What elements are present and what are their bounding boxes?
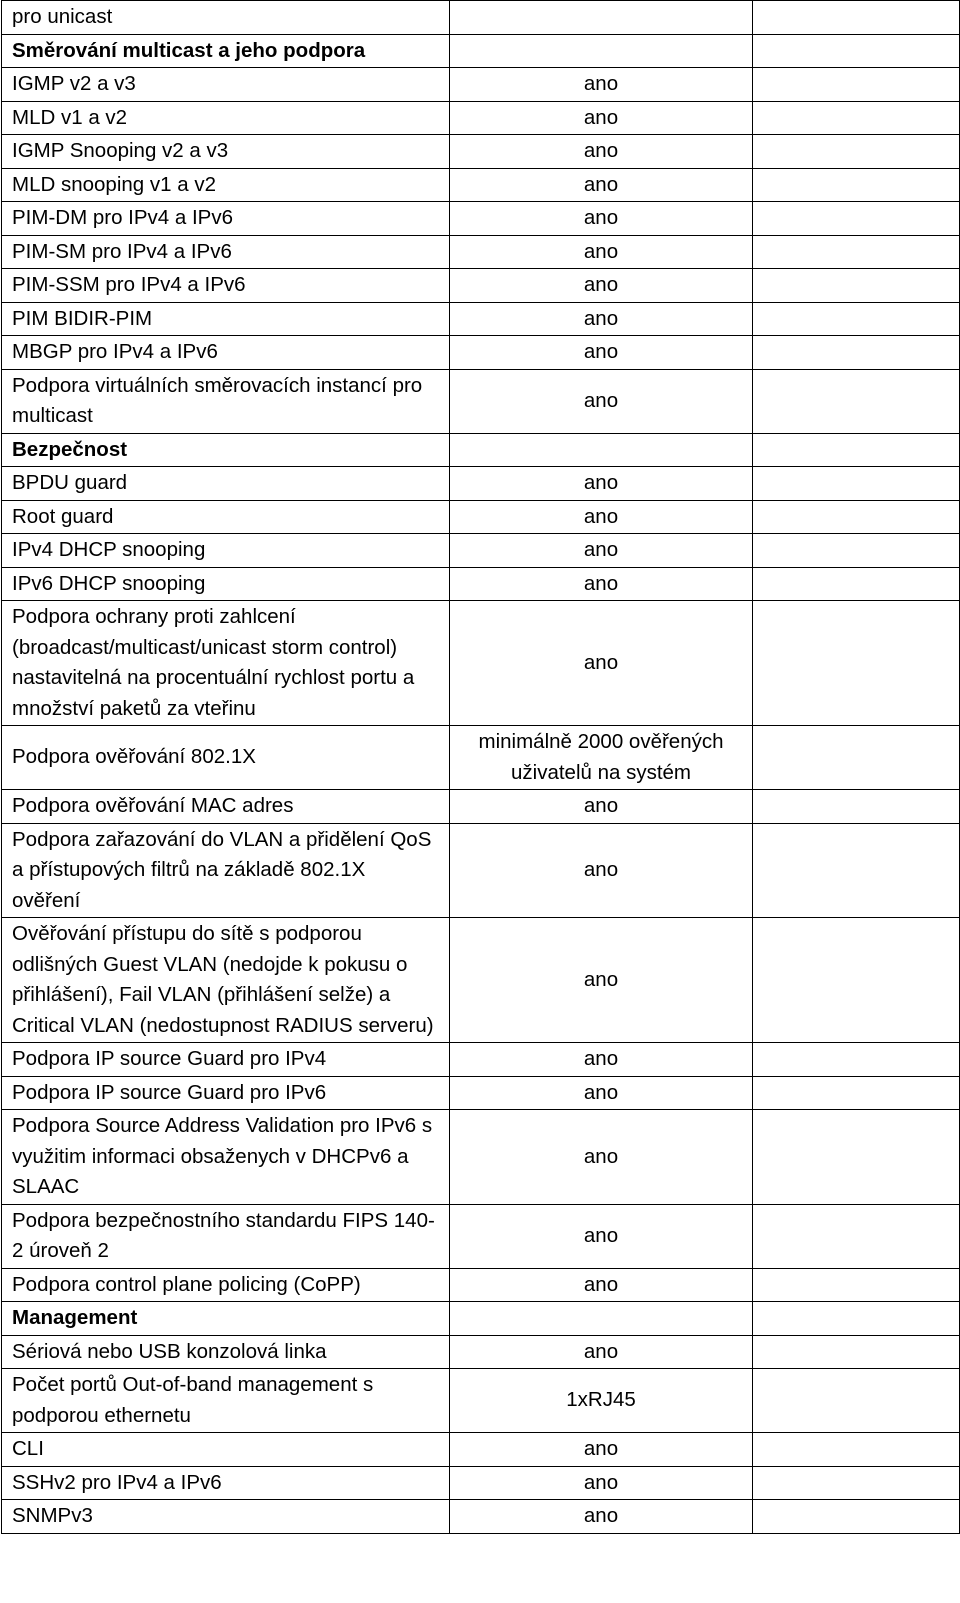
row-label: Podpora ověřování 802.1X	[2, 726, 450, 790]
row-label: PIM-SSM pro IPv4 a IPv6	[2, 269, 450, 303]
row-label: Sériová nebo USB konzolová linka	[2, 1335, 450, 1369]
table-row	[2, 823, 960, 918]
row-label: Podpora ochrany proti zahlcení (broadcast/multicast/unicast storm control) nastavitelná na procentuální rychlost portu a množství paketů za vteřinu	[2, 601, 450, 726]
table-row	[2, 1043, 960, 1077]
row-value: ano	[450, 1076, 753, 1110]
table-row	[2, 1, 960, 35]
row-offer-cell	[753, 1076, 960, 1110]
table-row	[2, 601, 960, 726]
row-offer-cell	[753, 500, 960, 534]
row-value: ano	[450, 202, 753, 236]
row-label: CLI	[2, 1433, 450, 1467]
row-offer-cell	[753, 467, 960, 501]
row-offer-cell	[753, 1204, 960, 1268]
row-offer-cell	[753, 433, 960, 467]
row-label: Počet portů Out-of-band management s podporou ethernetu	[2, 1369, 450, 1433]
table-row	[2, 1500, 960, 1534]
row-value: ano	[450, 823, 753, 918]
table-row	[2, 336, 960, 370]
row-offer-cell	[753, 1043, 960, 1077]
row-offer-cell	[753, 135, 960, 169]
row-value: ano	[450, 369, 753, 433]
row-offer-cell	[753, 601, 960, 726]
row-offer-cell	[753, 1268, 960, 1302]
row-value: ano	[450, 567, 753, 601]
row-offer-cell	[753, 1466, 960, 1500]
row-offer-cell	[753, 302, 960, 336]
table-row	[2, 567, 960, 601]
row-value: minimálně 2000 ověřených uživatelů na systém	[450, 726, 753, 790]
row-offer-cell	[753, 1, 960, 35]
row-label: SNMPv3	[2, 1500, 450, 1534]
row-value	[450, 34, 753, 68]
row-offer-cell	[753, 567, 960, 601]
section-header-row	[2, 1302, 960, 1336]
table-row	[2, 467, 960, 501]
row-label: BPDU guard	[2, 467, 450, 501]
row-label: MLD snooping v1 a v2	[2, 168, 450, 202]
row-label: Podpora zařazování do VLAN a přidělení QoS a přístupových filtrů na základě 802.1X ověření	[2, 823, 450, 918]
row-offer-cell	[753, 726, 960, 790]
row-label: MBGP pro IPv4 a IPv6	[2, 336, 450, 370]
row-offer-cell	[753, 823, 960, 918]
row-value	[450, 1, 753, 35]
row-offer-cell	[753, 34, 960, 68]
table-row	[2, 1466, 960, 1500]
table-row	[2, 918, 960, 1043]
section-header-row	[2, 34, 960, 68]
row-label: Root guard	[2, 500, 450, 534]
row-label: PIM-SM pro IPv4 a IPv6	[2, 235, 450, 269]
row-value: ano	[450, 1500, 753, 1534]
row-label: IPv4 DHCP snooping	[2, 534, 450, 568]
row-value: ano	[450, 336, 753, 370]
row-label: IGMP Snooping v2 a v3	[2, 135, 450, 169]
row-value: ano	[450, 168, 753, 202]
table-row	[2, 302, 960, 336]
row-offer-cell	[753, 534, 960, 568]
row-offer-cell	[753, 235, 960, 269]
row-label: SSHv2 pro IPv4 a IPv6	[2, 1466, 450, 1500]
row-value: ano	[450, 918, 753, 1043]
row-value	[450, 1302, 753, 1336]
row-offer-cell	[753, 1369, 960, 1433]
row-value: ano	[450, 1204, 753, 1268]
table-row	[2, 202, 960, 236]
table-row	[2, 1110, 960, 1205]
row-value: ano	[450, 601, 753, 726]
spec-table-body	[2, 1, 960, 1534]
row-value: ano	[450, 500, 753, 534]
row-value: 1xRJ45	[450, 1369, 753, 1433]
row-value: ano	[450, 1043, 753, 1077]
table-row	[2, 1268, 960, 1302]
row-label: Podpora ověřování MAC adres	[2, 790, 450, 824]
row-label: MLD v1 a v2	[2, 101, 450, 135]
table-row	[2, 1335, 960, 1369]
row-offer-cell	[753, 1335, 960, 1369]
section-title: Bezpečnost	[2, 433, 450, 467]
row-offer-cell	[753, 1110, 960, 1205]
row-value: ano	[450, 790, 753, 824]
row-label: IPv6 DHCP snooping	[2, 567, 450, 601]
row-value: ano	[450, 135, 753, 169]
table-row	[2, 135, 960, 169]
section-title: Management	[2, 1302, 450, 1336]
row-value: ano	[450, 302, 753, 336]
row-offer-cell	[753, 790, 960, 824]
row-offer-cell	[753, 1302, 960, 1336]
row-label: PIM-DM pro IPv4 a IPv6	[2, 202, 450, 236]
row-label: Podpora control plane policing (CoPP)	[2, 1268, 450, 1302]
section-header-row	[2, 433, 960, 467]
row-offer-cell	[753, 336, 960, 370]
row-offer-cell	[753, 1433, 960, 1467]
row-label: Ověřování přístupu do sítě s podporou odlišných Guest VLAN (nedojde k pokusu o přihlášení), Fail VLAN (přihlášení selže) a Critical VLAN (nedostupnost RADIUS serveru)	[2, 918, 450, 1043]
table-row	[2, 68, 960, 102]
row-value: ano	[450, 1335, 753, 1369]
row-value	[450, 433, 753, 467]
row-value: ano	[450, 534, 753, 568]
row-label: PIM BIDIR-PIM	[2, 302, 450, 336]
table-row	[2, 1433, 960, 1467]
table-row	[2, 1204, 960, 1268]
row-offer-cell	[753, 101, 960, 135]
table-row	[2, 168, 960, 202]
row-value: ano	[450, 235, 753, 269]
row-offer-cell	[753, 168, 960, 202]
row-offer-cell	[753, 269, 960, 303]
row-offer-cell	[753, 918, 960, 1043]
table-row	[2, 1369, 960, 1433]
row-value: ano	[450, 1268, 753, 1302]
table-row	[2, 726, 960, 790]
table-row	[2, 1076, 960, 1110]
table-row	[2, 534, 960, 568]
row-value: ano	[450, 1433, 753, 1467]
row-value: ano	[450, 467, 753, 501]
row-value: ano	[450, 1110, 753, 1205]
spec-table	[1, 0, 960, 1534]
row-offer-cell	[753, 369, 960, 433]
row-label: pro unicast	[2, 1, 450, 35]
row-label: Podpora Source Address Validation pro IPv6 s využitim informaci obsaženych v DHCPv6 a SLAAC	[2, 1110, 450, 1205]
table-row	[2, 369, 960, 433]
row-value: ano	[450, 269, 753, 303]
row-label: IGMP v2 a v3	[2, 68, 450, 102]
row-label: Podpora IP source Guard pro IPv6	[2, 1076, 450, 1110]
section-title: Směrování multicast a jeho podpora	[2, 34, 450, 68]
row-value: ano	[450, 1466, 753, 1500]
row-value: ano	[450, 68, 753, 102]
row-label: Podpora virtuálních směrovacích instancí pro multicast	[2, 369, 450, 433]
table-row	[2, 500, 960, 534]
row-offer-cell	[753, 68, 960, 102]
table-row	[2, 101, 960, 135]
row-value: ano	[450, 101, 753, 135]
row-offer-cell	[753, 1500, 960, 1534]
row-label: Podpora IP source Guard pro IPv4	[2, 1043, 450, 1077]
row-label: Podpora bezpečnostního standardu FIPS 140-2 úroveň 2	[2, 1204, 450, 1268]
table-row	[2, 790, 960, 824]
table-row	[2, 235, 960, 269]
table-row	[2, 269, 960, 303]
row-offer-cell	[753, 202, 960, 236]
